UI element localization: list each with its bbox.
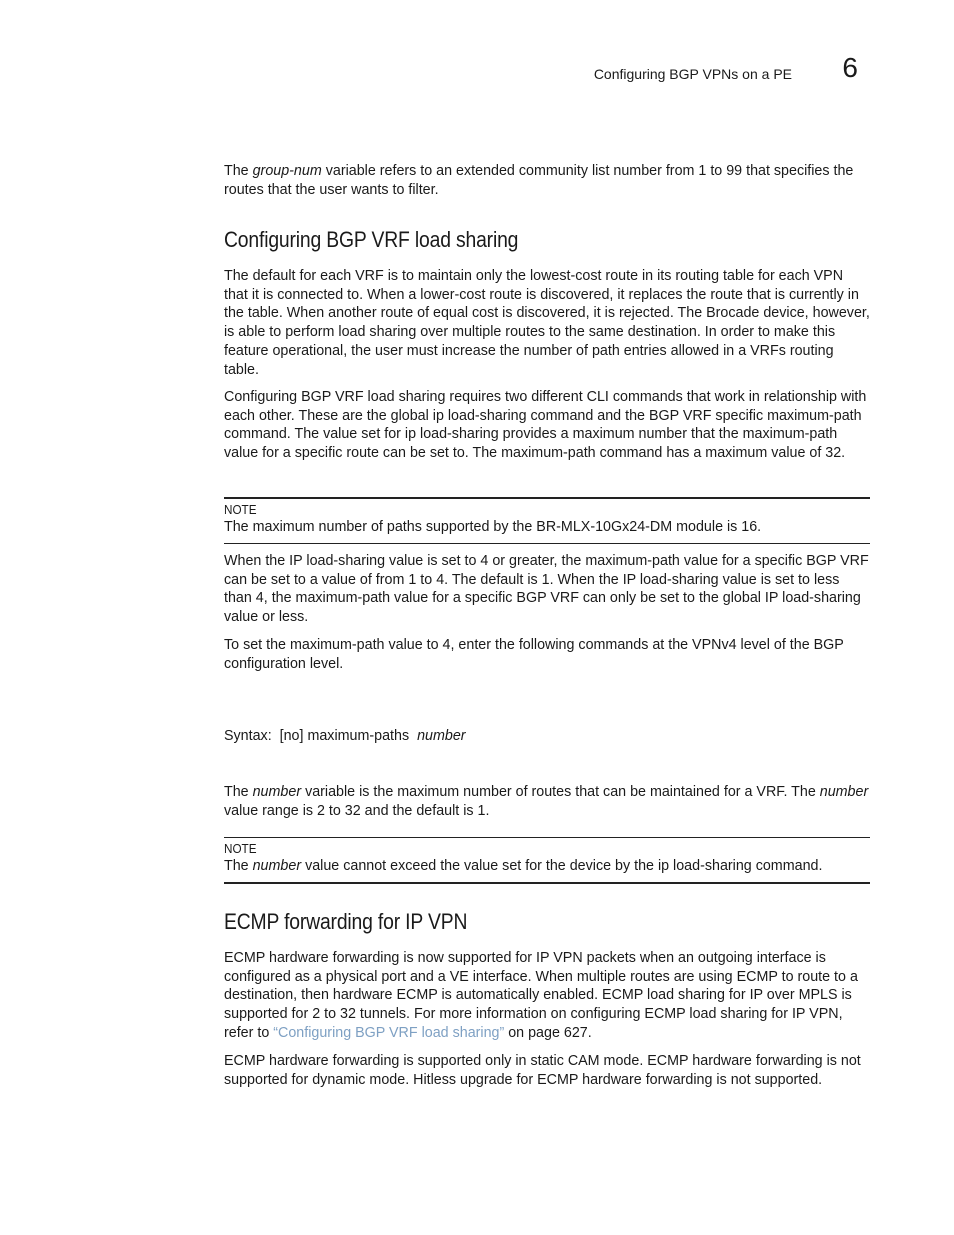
p5-var1: number	[252, 784, 302, 800]
running-header-title: Configuring BGP VPNs on a PE	[593, 66, 792, 82]
note-label: NOTE	[224, 502, 257, 517]
syntax-prefix: Syntax: [no] maximum-paths	[224, 728, 418, 744]
intro-variable: group-num	[252, 163, 322, 179]
intro-paragraph	[224, 162, 870, 199]
note-label: NOTE	[224, 841, 257, 856]
load-sharing-paragraph-2: Configuring BGP VRF load sharing requires two different CLI commands that work in relationship with each other. These are the global ip load-sharing command and the BGP VRF specific maximum-path command. The value set for ip load-sharing provides a maximum number that the maximum-path value for a specific route can be set to. The maximum-path command has a maximum value of 32.	[224, 389, 867, 462]
note2-post: value cannot exceed the value set for the device by the ip load-sharing command.	[301, 858, 823, 874]
cross-reference-link[interactable]: “Configuring BGP VRF load sharing”	[273, 1024, 505, 1041]
section-heading-ecmp: ECMP forwarding for IP VPN	[224, 909, 468, 934]
p5-post: value range is 2 to 32 and the default is 1.	[224, 802, 490, 819]
note-box-1	[224, 497, 870, 544]
chapter-number: 6	[842, 52, 858, 83]
note-text: The maximum number of paths supported by the BR-MLX-10Gx24-DM module is 16.	[224, 519, 762, 535]
note2-var: number	[252, 858, 302, 874]
load-sharing-paragraph-3: When the IP load-sharing value is set to 4 or greater, the maximum-path value for a specific BGP VRF can be set to a value of from 1 to 4. The default is 1. When the IP load-sharing value is set to less than 4, the maximum-path value for a specific BGP VRF can only be set to the global IP load-sharing value or less.	[224, 553, 869, 626]
intro-text-pre: The	[224, 163, 253, 179]
load-sharing-paragraph-1: The default for each VRF is to maintain only the lowest-cost route in its routing table for each VPN that it is connected to. When a lower-cost route is discovered, it replaces the route that is currently in the table. When another route of equal cost is discovered, it is rejected. The Brocade device, however, is able to perform load sharing over multiple routes to the same destination. In order to make this feature operational, the user must increase the number of path entries allowed in a VRFs routing table.	[224, 268, 870, 378]
ecmp-p1-post: on page 627.	[504, 1024, 592, 1041]
ecmp-paragraph-1	[224, 949, 870, 1043]
syntax-variable: number	[417, 728, 466, 744]
p5-var2: number	[819, 784, 869, 800]
ecmp-paragraph-2: ECMP hardware forwarding is supported only in static CAM mode. ECMP hardware forwarding is not supported for dynamic mode. Hitless upgrade for ECMP hardware forwarding is not supported.	[224, 1053, 861, 1088]
p5-mid: variable is the maximum number of routes that can be maintained for a VRF. The	[301, 784, 820, 800]
note-text	[224, 857, 870, 876]
load-sharing-paragraph-4: To set the maximum-path value to 4, enter the following commands at the VPNv4 level of the BGP configuration level.	[224, 637, 844, 672]
section-heading-load-sharing: Configuring BGP VRF load sharing	[224, 227, 519, 252]
number-variable-paragraph	[224, 783, 870, 820]
p5-pre: The	[224, 784, 253, 800]
ecmp-p1-pre: ECMP hardware forwarding is now supported for IP VPN packets when an outgoing interface is configured as a physical port and a VE interface. When multiple routes are using ECMP to route to a destination, then hardware ECMP is automatically enabled. ECMP load sharing for IP over MPLS is supported for 2 to 32 tunnels. For more information on configuring ECMP load sharing for IP VPN, refer to	[224, 950, 858, 1041]
syntax-line	[224, 727, 870, 746]
intro-text-post: variable refers to an extended community list number from 1 to 99 that specifies the routes that the user wants to filter.	[224, 163, 854, 198]
note2-pre: The	[224, 858, 253, 874]
note-box-2	[224, 837, 870, 884]
